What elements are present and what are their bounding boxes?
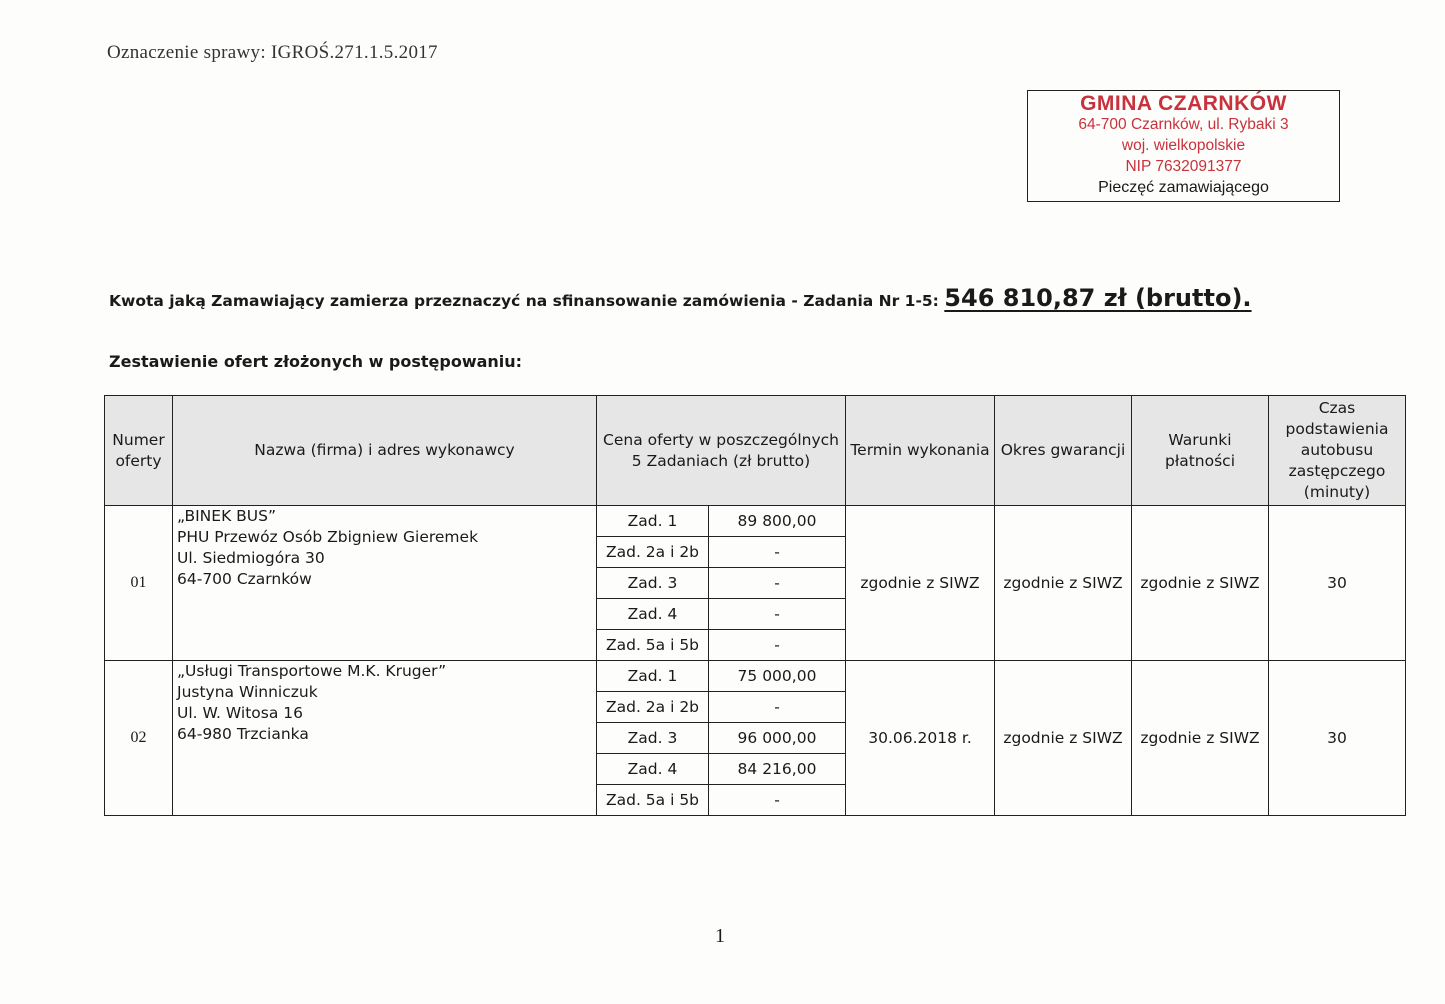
firm-line: „BINEK BUS”: [177, 507, 277, 525]
offer-firm: [173, 661, 597, 816]
header-deadline: Termin wykonania: [846, 396, 995, 506]
offer-replacement: 30: [1269, 506, 1406, 661]
task-label: Zad. 3: [597, 568, 709, 599]
task-price: -: [709, 537, 846, 568]
header-warranty: Okres gwarancji: [995, 396, 1132, 506]
header-firm: Nazwa (firma) i adres wykonawcy: [173, 396, 597, 506]
offers-table: [104, 395, 1406, 816]
table-row: [105, 506, 1406, 537]
header-replacement: Czas podstawienia autobusu zastępczego (minuty): [1269, 396, 1406, 506]
stamp-nip: NIP 7632091377: [1125, 158, 1242, 175]
header-price: Cena oferty w poszczególnych 5 Zadaniach (zł brutto): [597, 396, 846, 506]
stamp-address: 64-700 Czarnków, ul. Rybaki 3: [1078, 116, 1289, 133]
task-price: 96 000,00: [709, 723, 846, 754]
task-price: 89 800,00: [709, 506, 846, 537]
task-label: Zad. 2a i 2b: [597, 692, 709, 723]
offer-number: 02: [105, 661, 173, 816]
header-payment: Warunki płatności: [1132, 396, 1269, 506]
task-price: 75 000,00: [709, 661, 846, 692]
table-header-row: [105, 396, 1406, 506]
task-label: Zad. 4: [597, 599, 709, 630]
task-label: Zad. 1: [597, 661, 709, 692]
offer-warranty: zgodnie z SIWZ: [995, 661, 1132, 816]
offer-payment: zgodnie z SIWZ: [1132, 506, 1269, 661]
budget-amount: 546 810,87 zł (brutto).: [944, 284, 1252, 312]
page-number: 1: [715, 925, 725, 947]
task-price: 84 216,00: [709, 754, 846, 785]
offer-replacement: 30: [1269, 661, 1406, 816]
task-price: -: [709, 692, 846, 723]
firm-line: „Usługi Transportowe M.K. Kruger”: [177, 662, 447, 680]
offer-deadline: zgodnie z SIWZ: [846, 506, 995, 661]
stamp-region: woj. wielkopolskie: [1121, 137, 1246, 154]
summary-title: Zestawienie ofert złożonych w postępowaniu:: [109, 352, 523, 371]
task-label: Zad. 4: [597, 754, 709, 785]
case-reference: Oznaczenie sprawy: IGROŚ.271.1.5.2017: [107, 42, 438, 63]
header-number: Numer oferty: [105, 396, 173, 506]
offer-deadline: 30.06.2018 r.: [846, 661, 995, 816]
firm-line: 64-980 Trzcianka: [177, 725, 309, 743]
task-label: Zad. 1: [597, 506, 709, 537]
firm-line: Ul. Siedmiogóra 30: [177, 549, 325, 567]
task-price: -: [709, 630, 846, 661]
offer-warranty: zgodnie z SIWZ: [995, 506, 1132, 661]
budget-line: [109, 284, 1252, 312]
firm-line: Ul. W. Witosa 16: [177, 704, 303, 722]
budget-label: Kwota jaką Zamawiający zamierza przeznaczyć na sfinansowanie zamówienia - Zadania Nr 1-5:: [109, 292, 939, 310]
firm-line: 64-700 Czarnków: [177, 570, 312, 588]
offer-payment: zgodnie z SIWZ: [1132, 661, 1269, 816]
task-price: -: [709, 568, 846, 599]
firm-line: Justyna Winniczuk: [177, 683, 318, 701]
offer-firm: [173, 506, 597, 661]
stamp-caption: Pieczęć zamawiającego: [1098, 179, 1269, 196]
task-label: Zad. 2a i 2b: [597, 537, 709, 568]
task-label: Zad. 5a i 5b: [597, 785, 709, 816]
table-row: [105, 661, 1406, 692]
task-price: -: [709, 785, 846, 816]
offer-number: 01: [105, 506, 173, 661]
task-label: Zad. 5a i 5b: [597, 630, 709, 661]
firm-line: PHU Przewóz Osób Zbigniew Gieremek: [177, 528, 479, 546]
issuer-stamp: [1027, 90, 1340, 202]
task-label: Zad. 3: [597, 723, 709, 754]
task-price: -: [709, 599, 846, 630]
stamp-name: GMINA CZARNKÓW: [1080, 92, 1287, 115]
